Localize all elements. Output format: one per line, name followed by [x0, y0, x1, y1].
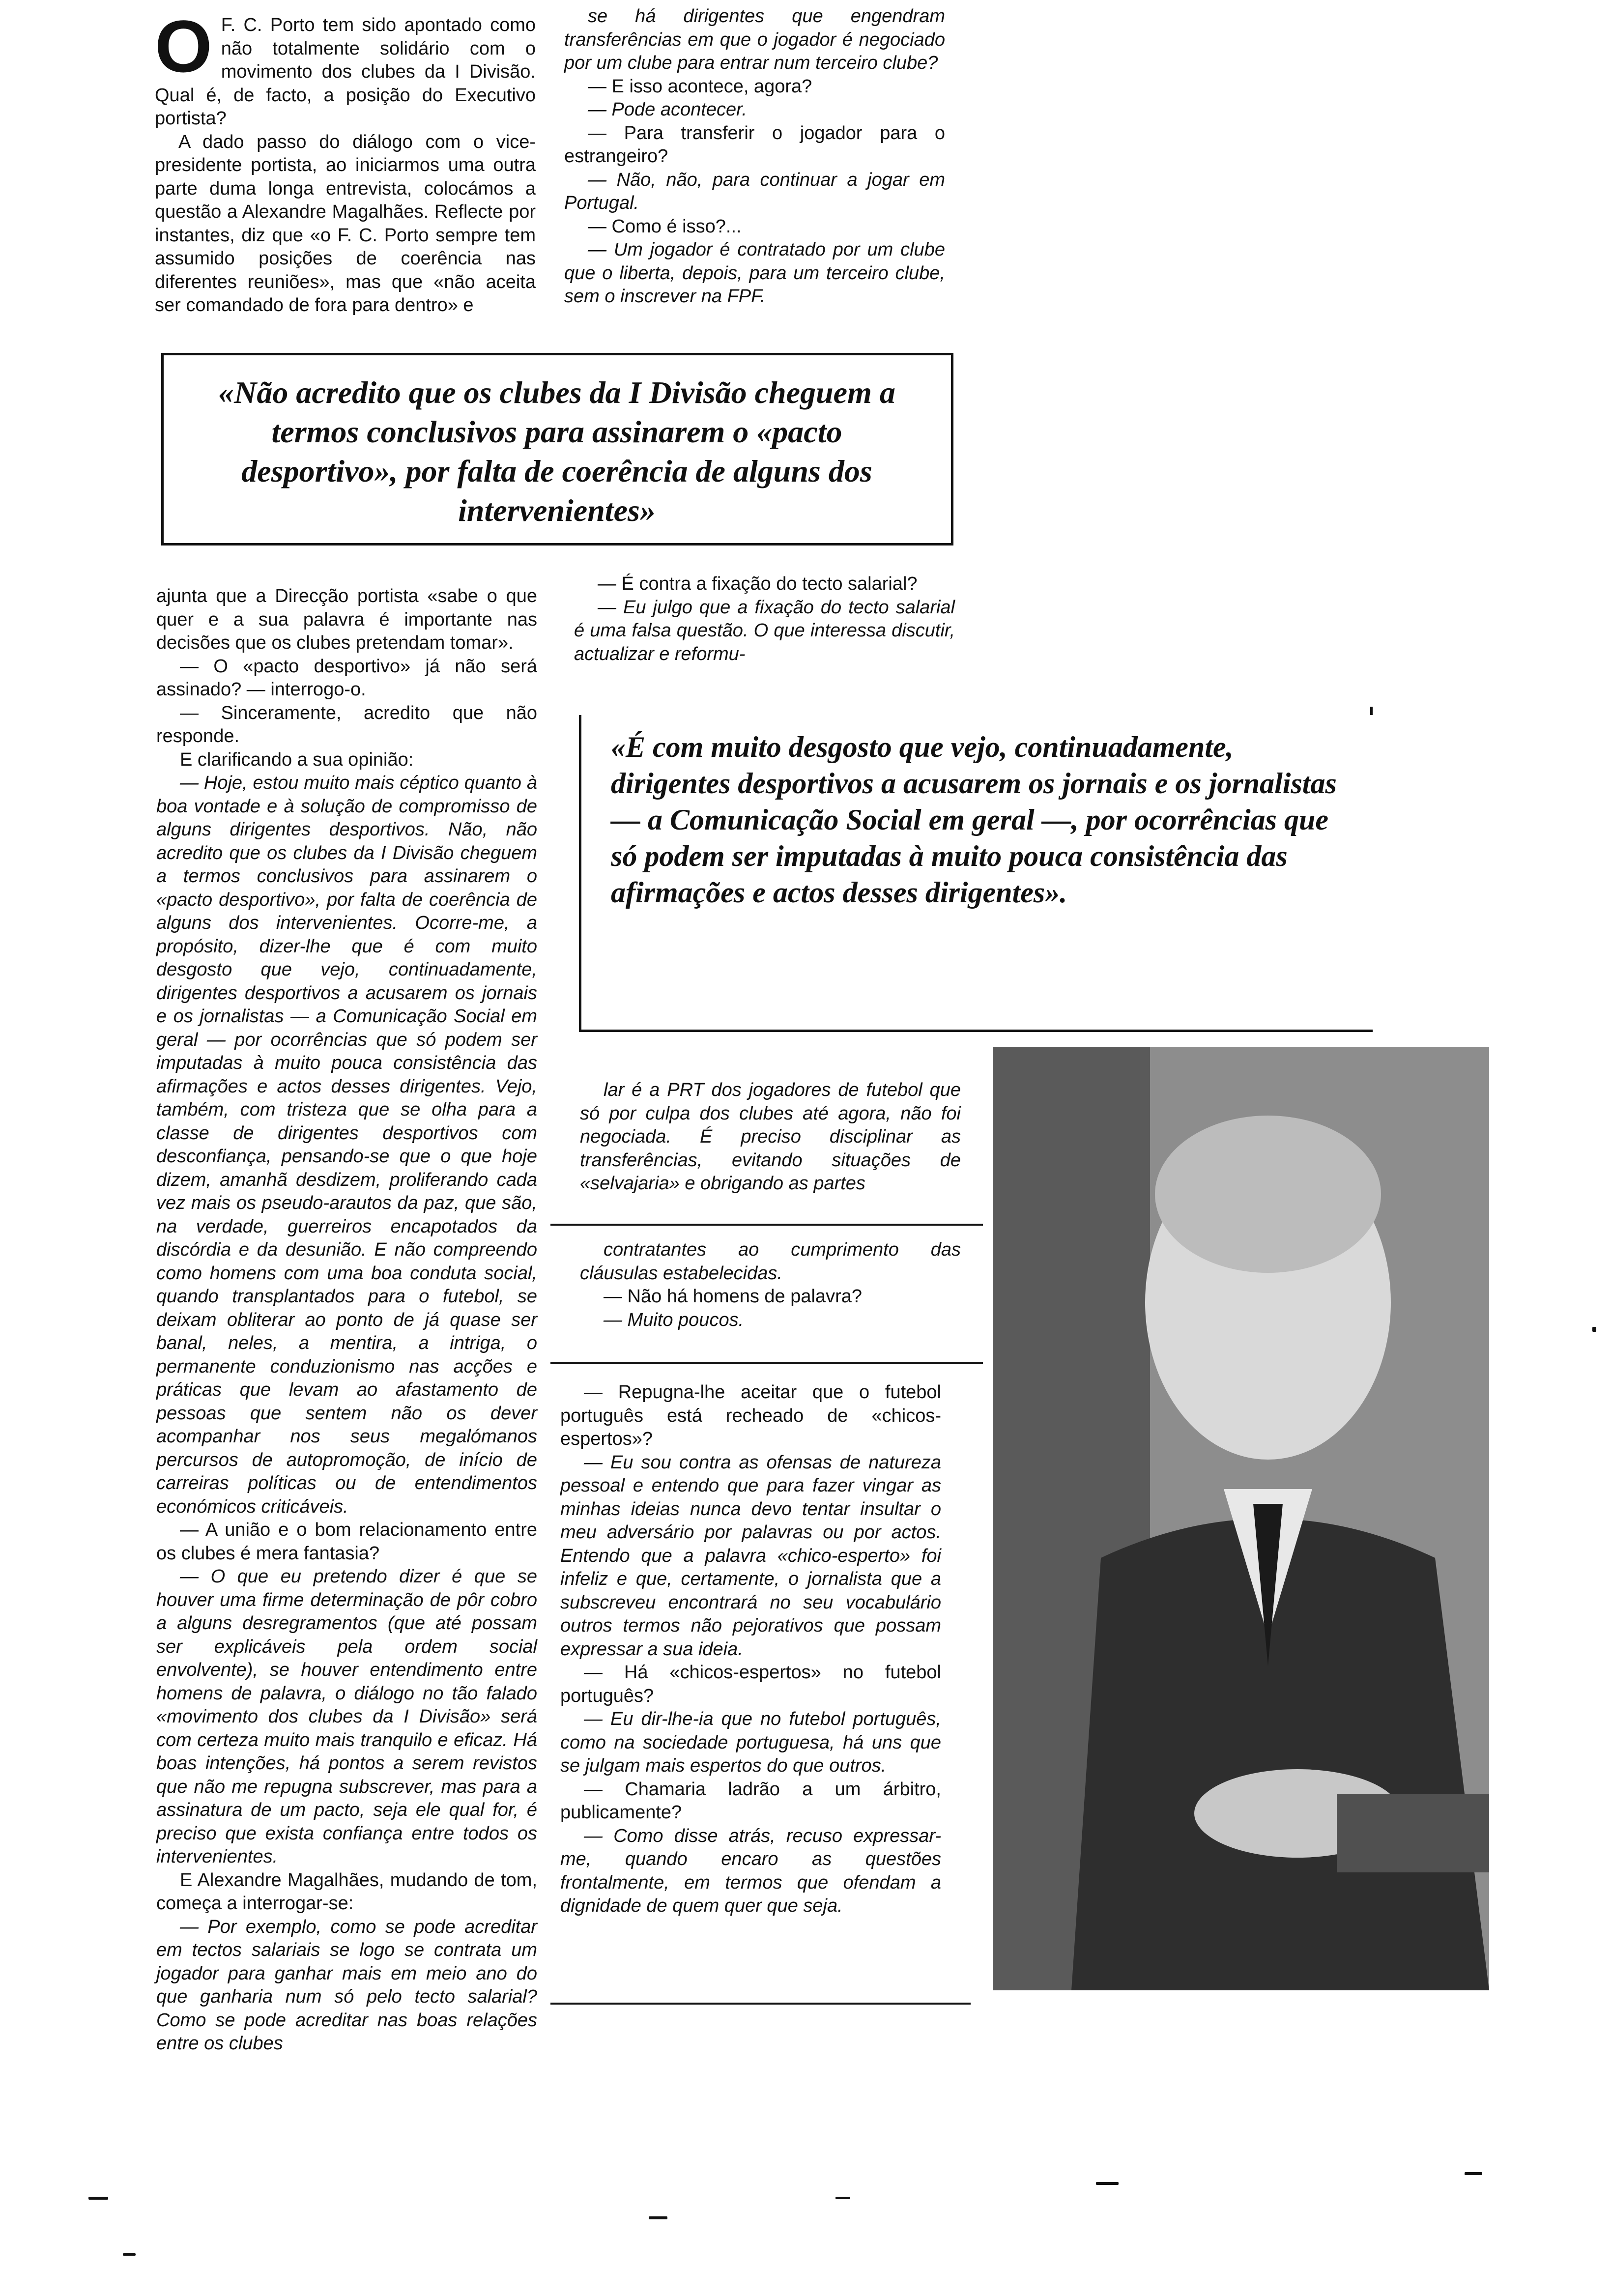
paragraph: — Muito poucos.: [604, 1309, 744, 1330]
paragraph: — Repugna-lhe aceitar que o futebol português está recheado de «chicos-espertos»?: [560, 1382, 941, 1449]
col1-top: [155, 5, 536, 317]
paragraph: — Chamaria ladrão a um árbitro, publicamente?: [560, 1779, 941, 1823]
scan-speck: [123, 2253, 136, 2256]
paragraph: — O «pacto desportivo» já não será assinado? — interrogo-o.: [156, 656, 537, 700]
portrait-photo: [993, 1047, 1489, 1990]
paragraph: — Eu sou contra as ofensas de natureza pessoal e entendo que para fazer vingar as minhas ideias nunca devo tentar insultar o meu adversário por palavras ou por actos. Entendo que a palavra «chico-esperto» foi infeliz e que, certamente, o jornalista que a subscreveu encontrará no seu vocabulário outros termos não pejorativos que possam expressar a sua ideia.: [560, 1452, 941, 1660]
col1-main: [156, 585, 537, 2056]
portrait-silhouette: [993, 1047, 1489, 1990]
divider-1: [550, 1224, 983, 1226]
paragraph: — Por exemplo, como se pode acreditar em tectos salariais se logo se contrata um jogador para ganhar mais em meio ano do que ganharia num só pelo tecto salarial? Como se pode acreditar nas boas relações entre os clubes: [156, 1916, 537, 2054]
paragraph: A dado passo do diálogo com o vice-presidente portista, ao iniciarmos uma outra parte duma longa entrevista, colocámos a questão a Alexandre Magalhães. Reflecte por instantes, diz que «o F. C. Porto sempre tem assumido posições de coerência nas diferentes reuniões», mas que «não aceita ser comandado de fora para dentro» e: [155, 131, 536, 316]
scan-speck: [1592, 1327, 1596, 1332]
col2-top: [564, 5, 945, 309]
paragraph: lar é a PRT dos jogadores de futebol que só por culpa dos clubes até agora, não foi negociada. É preciso disciplinar as transferências, evitando situações de «selvajaria» e obrigando as partes: [580, 1080, 961, 1194]
paragraph: — Hoje, estou muito mais céptico quanto à boa vontade e à solução de compromisso de alguns dirigentes desportivos. Não, não acredito que os clubes da I Divisão cheguem a termos conclusivos para assinarem o «pacto desportivo», por falta de coerência de alguns dos intervenientes. Ocorre-me, a propósito, dizer-lhe que é com muito desgosto que vejo, continuadamente, dirigentes desportivos a acusarem os jornais e os jornalistas — a Comunicação Social em geral — por ocorrências que só podem ser imputadas à muito pouca consistência das afirmações e actos desses dirigentes. Vejo, também, com tristeza que se olha para a classe de dirigentes desportivos com desconfiança, pensando-se que o que hoje dizem, amanhã desdizem, proliferando cada vez mais os pseudo-arautos da paz, que são, na verdade, guerreiros encapotados da discórdia e da desunião. E não compreendo como homens com uma boa conduta social, quando transplantados para o futebol, se deixam obliterar ao ponto de já quase ser banal, neles, a mentira, a intriga, o permanente conduzionismo nas acções e práticas que levam ao afastamento de pessoas que sentem não os dever acompanhar nos seus megalómanos percursos de autopromoção, de início de carreiras políticas ou de entendimentos económicos criticáveis.: [156, 773, 537, 1517]
paragraph: — Um jogador é contratado por um clube que o liberta, depois, para um terceiro clube, sem o inscrever na FPF.: [564, 239, 945, 307]
scan-speck: [1465, 2172, 1482, 2175]
pull-quote-1: [161, 353, 953, 545]
paragraph: se há dirigentes que engendram transferências em que o jogador é negociado por um clube para entrar num terceiro clube?: [564, 6, 945, 73]
paragraph: — Como disse atrás, recuso expressar-me, quando encaro as questões frontalmente, em termos que ofendam a dignidade de quem quer que seja.: [560, 1825, 941, 1916]
pull-quote-1-text: «Não acredito que os clubes da I Divisão cheguem a termos conclusivos para assinarem o «pacto desportivo», por falta de coerência de alguns dos intervenientes»: [218, 375, 895, 528]
scan-speck: [835, 2197, 850, 2199]
divider-2: [550, 1362, 983, 1364]
paragraph: — Como é isso?...: [588, 216, 742, 237]
paragraph: — Não há homens de palavra?: [604, 1286, 862, 1307]
paragraph: — O que eu pretendo dizer é que se houver uma firme determinação de pôr cobro a alguns desregramentos (que até possam ser explicáveis pela ordem social envolvente), se houver entendimento entre homens de palavra, o diálogo no tão falado «movimento dos clubes da I Divisão» será com certeza muito mais tranquilo e eficaz. Há boas intenções, há pontos a serem revistos que não me repugna subscrever, mas para a assinatura de um pacto, seja ele qual for, é preciso que exista confiança entre todos os intervenientes.: [156, 1566, 537, 1867]
scan-speck: [88, 2197, 108, 2200]
paragraph: E clarificando a sua opinião:: [180, 749, 414, 770]
pull-quote-2: [579, 715, 1373, 1032]
paragraph: — Sinceramente, acredito que não responde.: [156, 702, 537, 746]
paragraph: — Eu julgo que a fixação do tecto salarial é uma falsa questão. O que interessa discutir, actualizar e reformu-: [574, 597, 955, 664]
col2-cont2: [580, 1238, 961, 1332]
paragraph: — Não, não, para continuar a jogar em Portugal.: [564, 169, 945, 213]
col2-bottom: [560, 1381, 941, 1918]
scan-speck: [1096, 2182, 1119, 2185]
paragraph: F. C. Porto tem sido apontado como não totalmente solidário com o movimento dos clubes da I Divisão. Qual é, de facto, a posição do Executivo portista?: [155, 15, 536, 129]
paragraph: contratantes ao cumprimento das cláusulas estabelecidas.: [580, 1239, 961, 1284]
paragraph: — Para transferir o jogador para o estrangeiro?: [564, 122, 945, 167]
scan-speck: [649, 2216, 667, 2219]
pull-quote-2-text: «É com muito desgosto que vejo, continuadamente, dirigentes desportivos a acusarem os jornais e os jornalistas — a Comunicação Social em geral —, por ocorrências que só podem ser imputadas à muito pouca consistência das afirmações e actos desses dirigentes».: [611, 731, 1337, 909]
paragraph: — É contra a fixação do tecto salarial?: [598, 574, 918, 594]
paragraph: — Há «chicos-espertos» no futebol português?: [560, 1662, 941, 1706]
drop-cap: O: [155, 5, 212, 87]
paragraph: — A união e o bom relacionamento entre os clubes é mera fantasia?: [156, 1520, 537, 1564]
paragraph: — E isso acontece, agora?: [588, 76, 812, 97]
paragraph: — Eu dir-lhe-ia que no futebol português, como na sociedade portuguesa, há uns que se julgam mais espertos do que outros.: [560, 1709, 941, 1776]
col2-mid: [574, 573, 955, 666]
paragraph: — Pode acontecer.: [588, 99, 747, 120]
divider-3: [550, 2003, 971, 2005]
paragraph: ajunta que a Direcção portista «sabe o que quer e a sua palavra é importante nas decisões que os clubes pretendam tomar».: [156, 586, 537, 653]
col2-cont: [580, 1079, 961, 1196]
paragraph: E Alexandre Magalhães, mudando de tom, começa a interrogar-se:: [156, 1869, 537, 1914]
